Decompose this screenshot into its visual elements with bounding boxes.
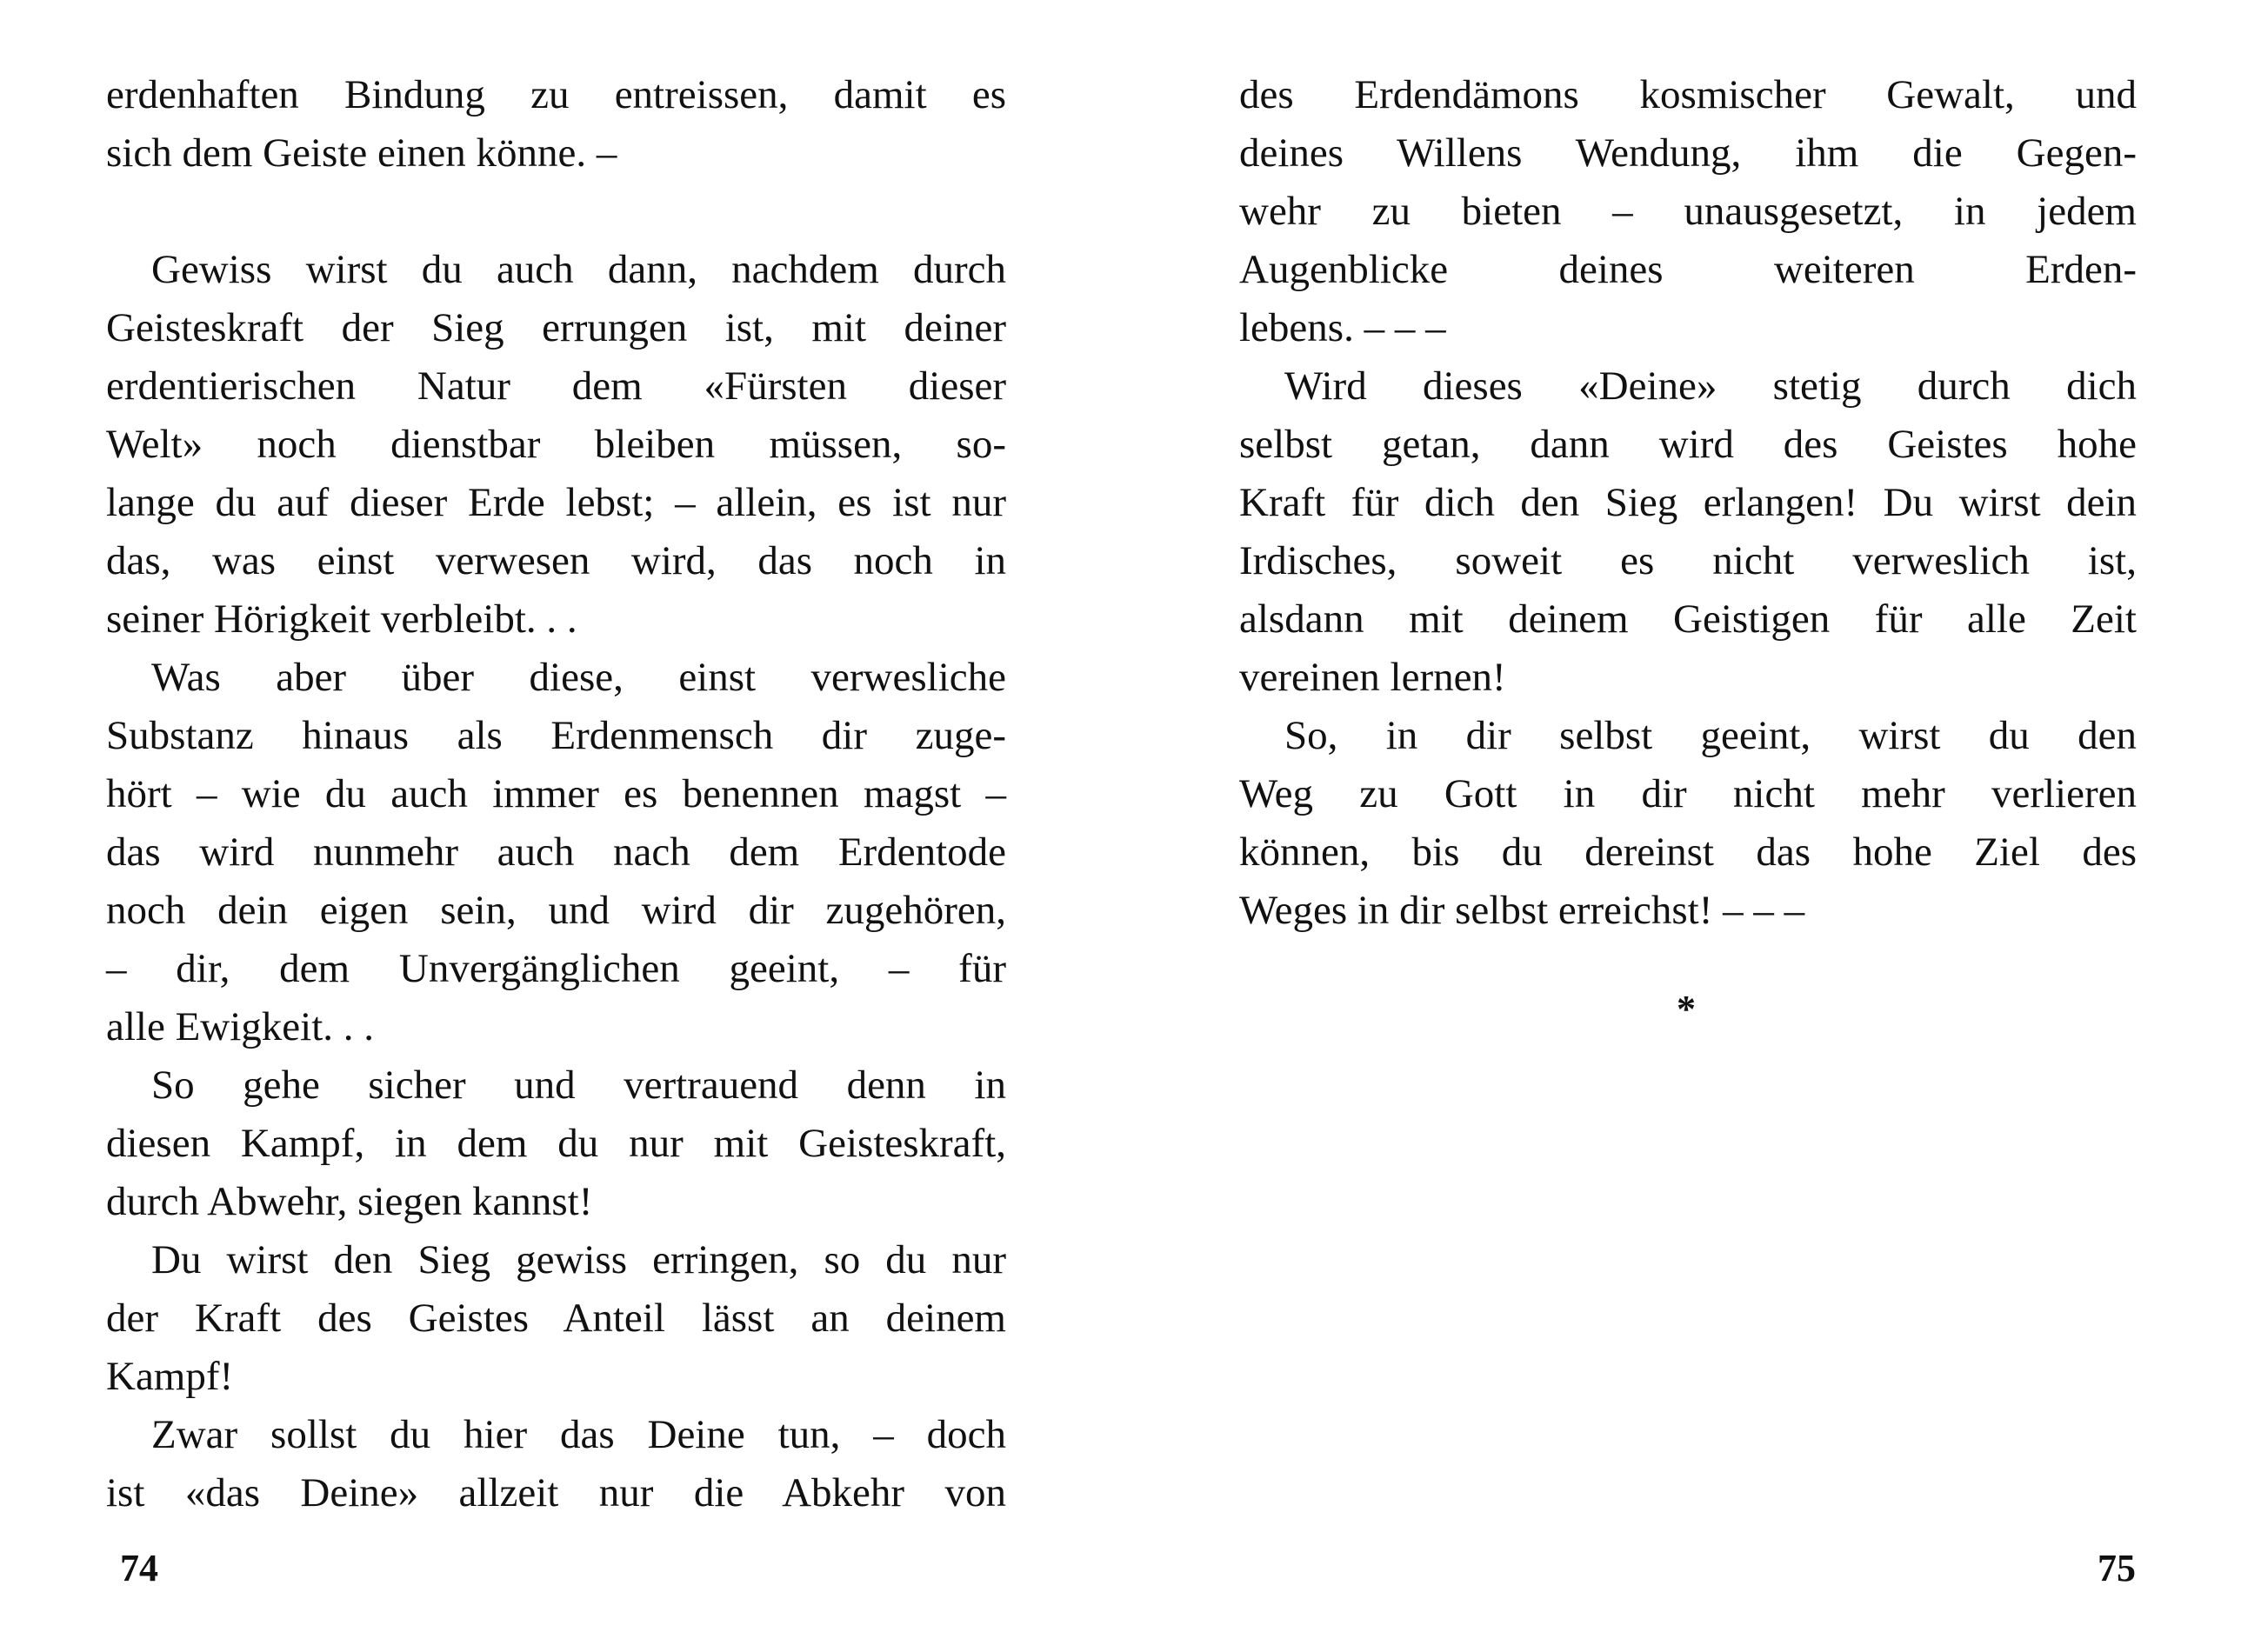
text-line: deines Willens Wendung, ihm die Gegen- <box>1239 130 2137 176</box>
text-line: Geisteskraft der Sieg errungen ist, mit deiner <box>106 305 1006 350</box>
text-line: alsdann mit deinem Geistigen für alle Zeit <box>1239 596 2137 642</box>
text-line: des Erdendämons kosmischer Gewalt, und <box>1239 72 2137 117</box>
left-page-body <box>106 66 1006 1522</box>
text-line: alle Ewigkeit. . . <box>106 1004 375 1049</box>
text-line: noch dein eigen sein, und wird dir zugehören, <box>106 888 1006 933</box>
text-line: Augenblicke deines weiteren Erden- <box>1239 247 2137 292</box>
right-page <box>1130 0 2261 1652</box>
text-line: erdenhaften Bindung zu entreissen, damit es <box>106 72 1006 117</box>
text-line: Was aber über diese, einst verwesliche <box>151 655 1006 700</box>
text-line: Du wirst den Sieg gewiss erringen, so du nur <box>151 1237 1006 1282</box>
text-line: das wird nunmehr auch nach dem Erdentode <box>106 829 1006 875</box>
text-line: ist «das Deine» allzeit nur die Abkehr von <box>106 1470 1006 1515</box>
text-line: wehr zu bieten – unausgesetzt, in jedem <box>1239 189 2137 234</box>
text-line: durch Abwehr, siegen kannst! <box>106 1179 593 1224</box>
text-line: Kraft für dich den Sieg erlangen! Du wirst dein <box>1239 480 2137 525</box>
text-line: vereinen lernen! <box>1239 655 1506 700</box>
text-line: Gewiss wirst du auch dann, nachdem durch <box>151 247 1006 292</box>
text-line: Kampf! <box>106 1354 234 1399</box>
right-page-body <box>1239 66 2137 940</box>
page-number-right: 75 <box>2098 1547 2136 1589</box>
text-line: Welt» noch dienstbar bleiben müssen, so- <box>106 422 1006 467</box>
text-line: seiner Hörigkeit verbleibt. . . <box>106 596 577 642</box>
text-line: – dir, dem Unvergänglichen geeint, – für <box>106 946 1006 991</box>
left-page <box>0 0 1130 1652</box>
text-line: So, in dir selbst geeint, wirst du den <box>1284 713 2137 758</box>
text-line: Weg zu Gott in dir nicht mehr verlieren <box>1239 771 2137 816</box>
text-line: Irdisches, soweit es nicht verweslich ist, <box>1239 538 2137 583</box>
text-line: Zwar sollst du hier das Deine tun, – doch <box>151 1412 1006 1457</box>
text-line: Substanz hinaus als Erdenmensch dir zuge- <box>106 713 1006 758</box>
text-line: So gehe sicher und vertrauend denn in <box>151 1062 1006 1108</box>
text-line: der Kraft des Geistes Anteil lässt an deinem <box>106 1296 1006 1341</box>
text-line: diesen Kampf, in dem du nur mit Geisteskraft, <box>106 1121 1006 1166</box>
text-line: hört – wie du auch immer es benennen magst – <box>106 771 1006 816</box>
text-line: Wird dieses «Deine» stetig durch dich <box>1284 363 2137 409</box>
text-line: lebens. – – – <box>1239 305 1446 350</box>
paragraph-spacer <box>106 183 1006 241</box>
text-line: selbst getan, dann wird des Geistes hohe <box>1239 422 2137 467</box>
text-line: können, bis du dereinst das hohe Ziel des <box>1239 829 2137 875</box>
text-line: das, was einst verwesen wird, das noch in <box>106 538 1006 583</box>
text-line: lange du auf dieser Erde lebst; – allein, es ist nur <box>106 480 1006 525</box>
page-number-left: 74 <box>120 1547 158 1589</box>
text-line: Weges in dir selbst erreichst! – – – <box>1239 888 1805 933</box>
section-ornament-asterisk: * <box>1677 988 1696 1030</box>
text-line: sich dem Geiste einen könne. – <box>106 130 617 176</box>
text-line: erdentierischen Natur dem «Fürsten dieser <box>106 363 1006 409</box>
